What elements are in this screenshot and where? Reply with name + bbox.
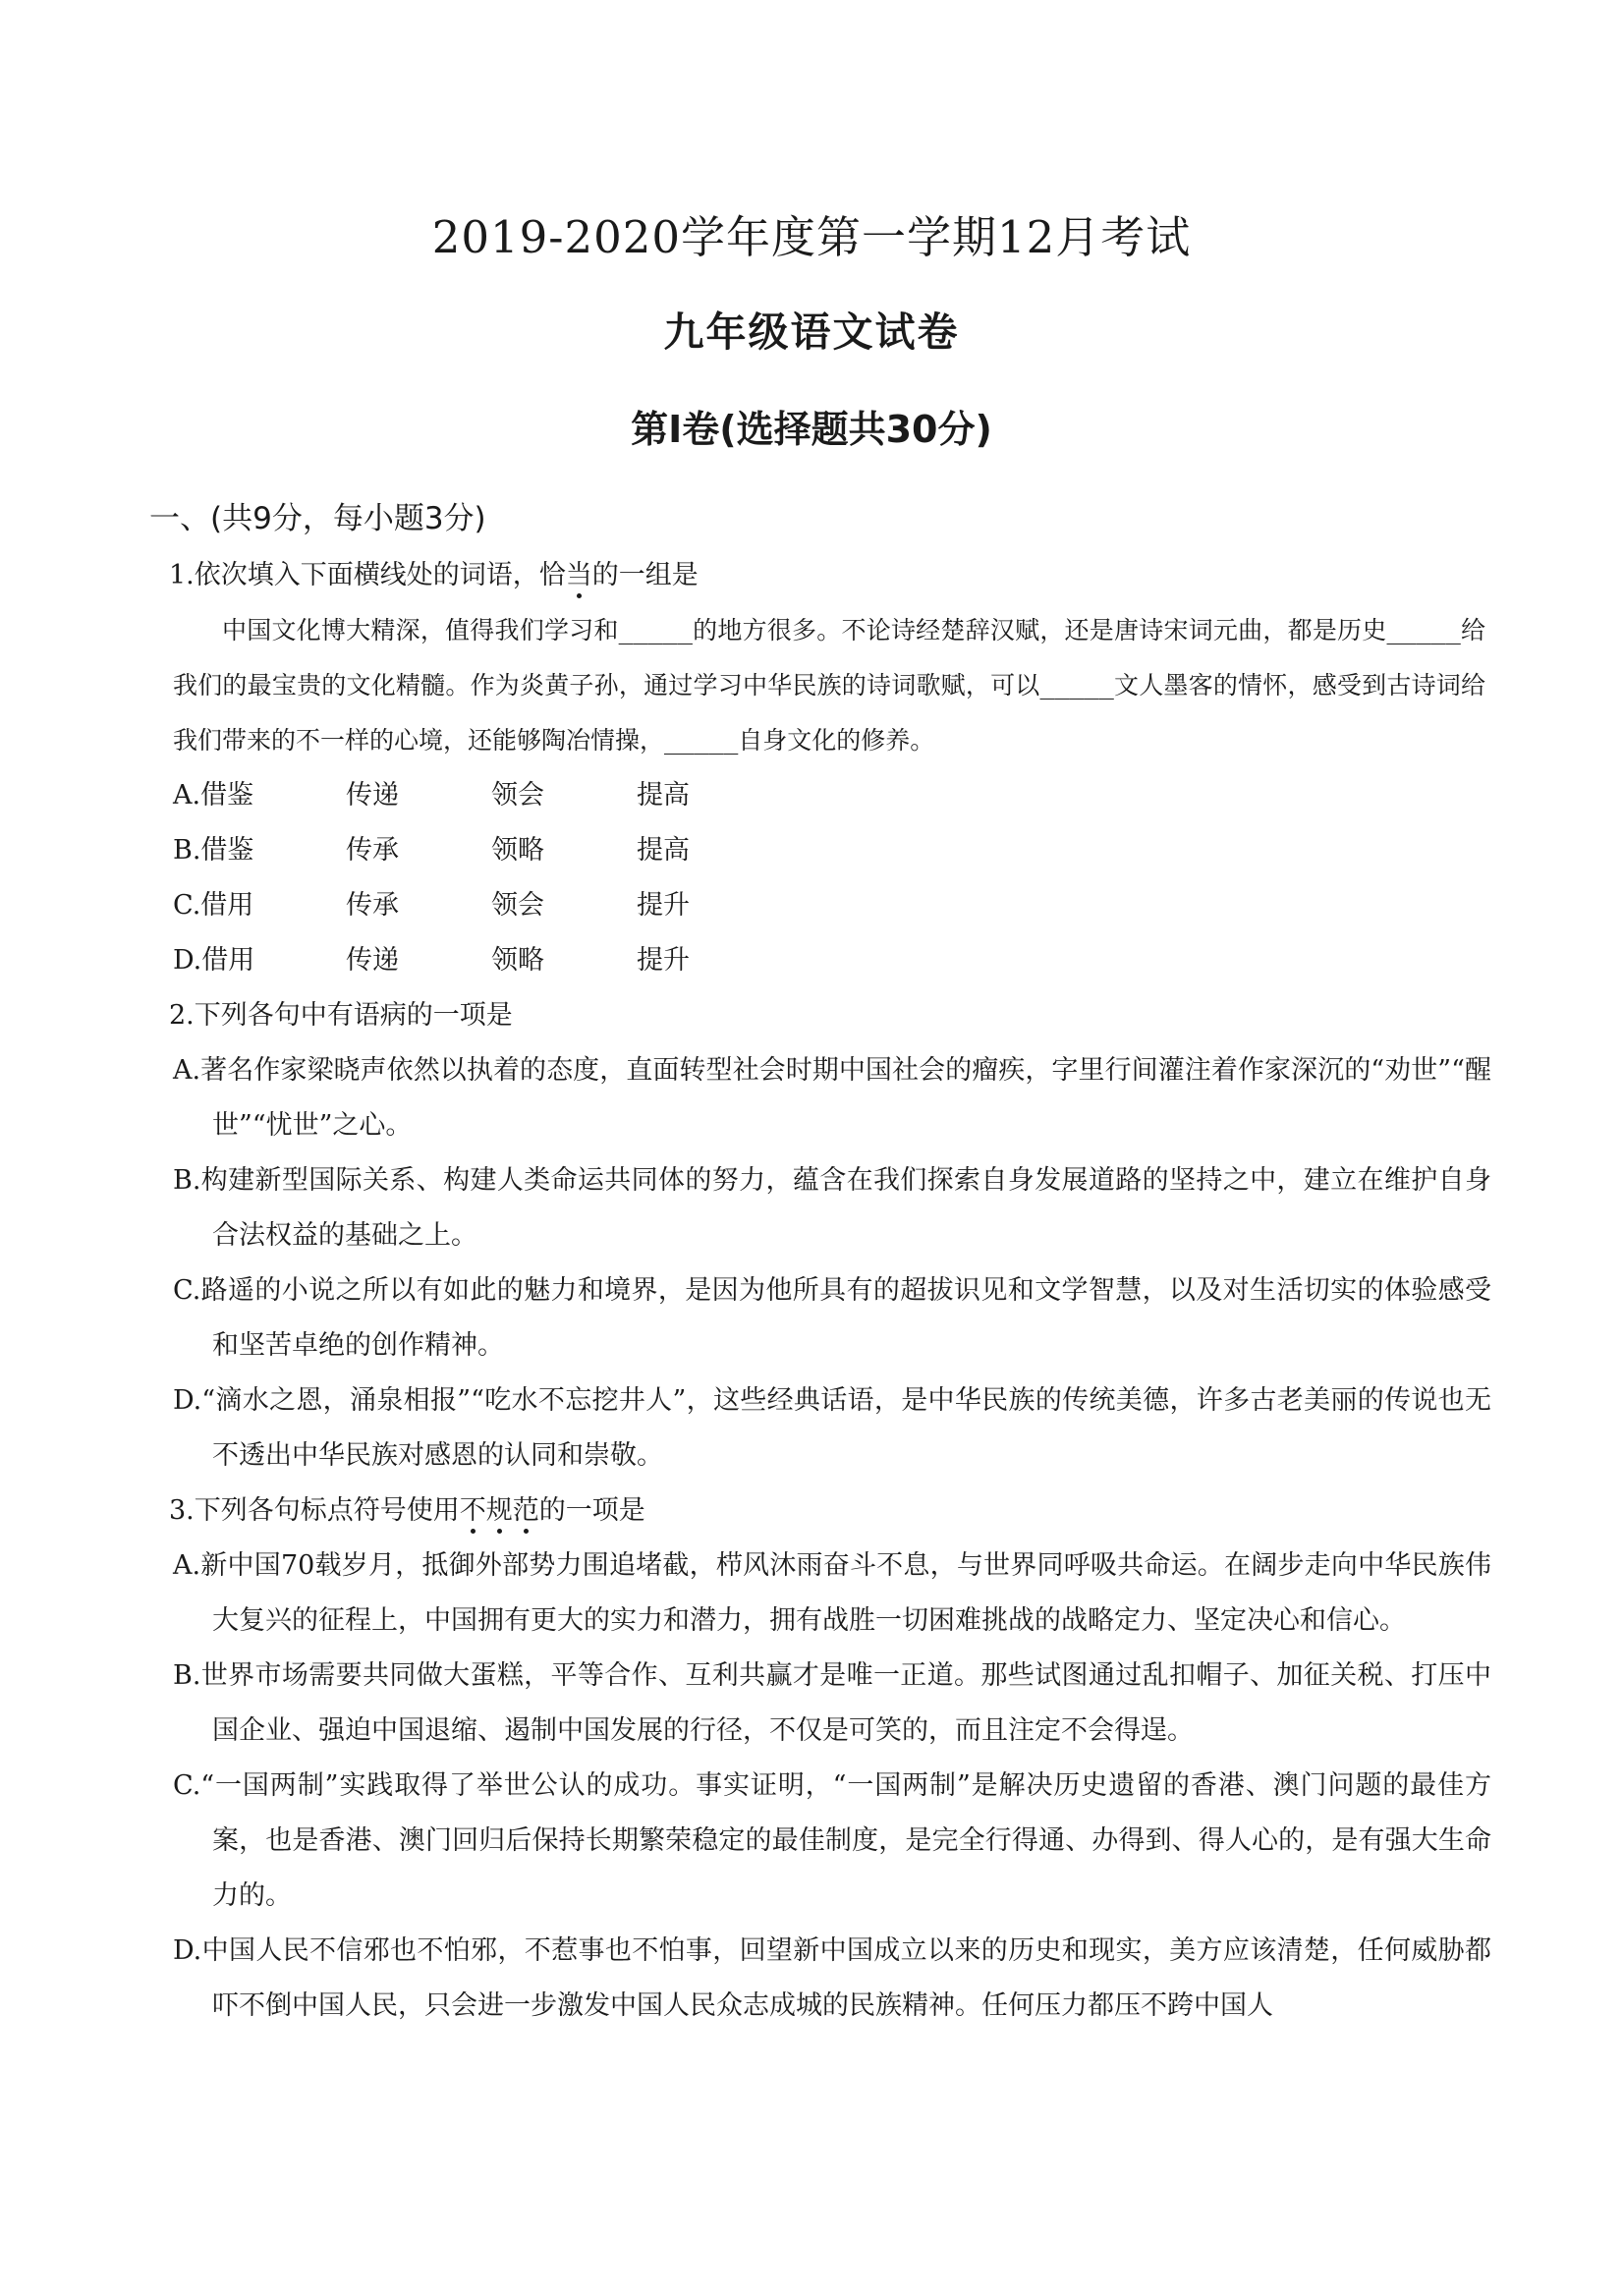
question-3-option-a: A.新中国70载岁月，抵御外部势力围追堵截，栉风沐雨奋斗不息，与世界同呼吸共命运。在阔步走向中华民族伟大复兴的征程上，中国拥有更大的实力和潜力，拥有战胜一切困难挑战的战略定力、坚定决心和信心。 <box>173 1550 1491 1636</box>
question-1-option-c <box>149 878 1491 933</box>
question-3-option-c: C.“一国两制”实践取得了举世公认的成功。事实证明，“一国两制”是解决历史遗留的香港、澳门问题的最佳方案，也是香港、澳门回归后保持长期繁荣稳定的最佳制度，是完全行得通、办得到、得人心的，是有强大生命力的。 <box>173 1770 1491 1911</box>
question-3-option-b: B.世界市场需要共同做大蛋糕，平等合作、互利共赢才是唯一正道。那些试图通过乱扣帽子、加征关税、打压中国企业、强迫中国退缩、遏制中国发展的行径，不仅是可笑的，而且注定不会得逞。 <box>173 1660 1491 1746</box>
option-word-4: 提升 <box>637 890 690 921</box>
option-label: D.借用 <box>173 945 255 976</box>
q3-stem-emphasis-2: 规 <box>485 1495 513 1526</box>
option-word-4: 提高 <box>637 835 690 866</box>
section-1-title: 一、(共9分，每小题3分) <box>149 501 486 536</box>
question-2-option-b: B.构建新型国际关系、构建人类命运共同体的努力，蕴含在我们探索自身发展道路的坚持之中，建立在维护自身合法权益的基础之上。 <box>173 1165 1491 1251</box>
question-1-option-a <box>149 768 1491 823</box>
option-word-2: 传递 <box>346 780 399 811</box>
q1-stem-after: 的一组是 <box>591 560 699 590</box>
question-1-passage: 中国文化博大精深，值得我们学习和_____的地方很多。不论诗经楚辞汉赋，还是唐诗宋词元曲，都是历史_____给我们的最宝贵的文化精髓。作为炎黄子孙，通过学习中华民族的诗词歌赋，可以_____文人墨客的情怀，感受到古诗词给我们带来的不一样的心境，还能够陶冶情操，_____自身文化的修养。 <box>173 616 1485 755</box>
exam-content <box>149 485 1491 2034</box>
option-word-2: 传承 <box>346 890 399 921</box>
q1-stem-emphasis: 当 <box>565 560 592 590</box>
question-3-stem <box>149 1484 1491 1539</box>
question-2-option-a: A.著名作家梁晓声依然以执着的态度，直面转型社会时期中国社会的瘤疾，字里行间灌注着作家深沉的“劝世”“醒世”“忧世”之心。 <box>173 1055 1491 1141</box>
question-1-option-d <box>149 933 1491 988</box>
q3-stem-after: 的一项是 <box>538 1495 645 1526</box>
option-label: B.借鉴 <box>173 835 254 866</box>
question-2-stem: 2.下列各句中有语病的一项是 <box>169 1000 513 1031</box>
question-2-option-d: D.“滴水之恩，涌泉相报”“吃水不忘挖井人”，这些经典话语，是中华民族的传统美德，许多古老美丽的传说也无不透出中华民族对感恩的认同和崇敬。 <box>173 1385 1491 1471</box>
option-word-3: 领略 <box>491 835 544 866</box>
exam-title: 2019-2020学年度第一学期12月考试 <box>431 211 1192 263</box>
option-word-3: 领会 <box>491 780 544 811</box>
option-word-3: 领会 <box>491 890 544 921</box>
question-2-option-c: C.路遥的小说之所以有如此的魅力和境界，是因为他所具有的超拔识见和文学智慧，以及对生活切实的体验感受和坚苦卓绝的创作精神。 <box>173 1275 1491 1361</box>
option-word-4: 提高 <box>637 780 690 811</box>
option-label: A.借鉴 <box>173 780 254 811</box>
question-1-option-b <box>149 823 1491 878</box>
option-label: C.借用 <box>173 890 254 921</box>
option-word-4: 提升 <box>637 945 690 976</box>
part-title: 第Ⅰ卷(选择题共30分) <box>631 408 992 451</box>
question-1-stem <box>149 548 1491 603</box>
option-word-2: 传承 <box>346 835 399 866</box>
option-word-3: 领略 <box>491 945 544 976</box>
q1-stem-before: 1.依次填入下面横线处的词语，恰 <box>169 560 566 590</box>
exam-subtitle: 九年级语文试卷 <box>663 308 960 356</box>
q3-stem-emphasis-3: 范 <box>512 1495 539 1526</box>
q3-stem-emphasis-1: 不 <box>459 1495 486 1526</box>
option-word-2: 传递 <box>346 945 399 976</box>
q3-stem-before: 3.下列各句标点符号使用 <box>169 1495 460 1526</box>
question-3-option-d: D.中国人民不信邪也不怕邪，不惹事也不怕事，回望新中国成立以来的历史和现实，美方应该清楚，任何威胁都吓不倒中国人民，只会进一步激发中国人民众志成城的民族精神。任何压力都压不跨中国人 <box>173 1935 1491 2021</box>
